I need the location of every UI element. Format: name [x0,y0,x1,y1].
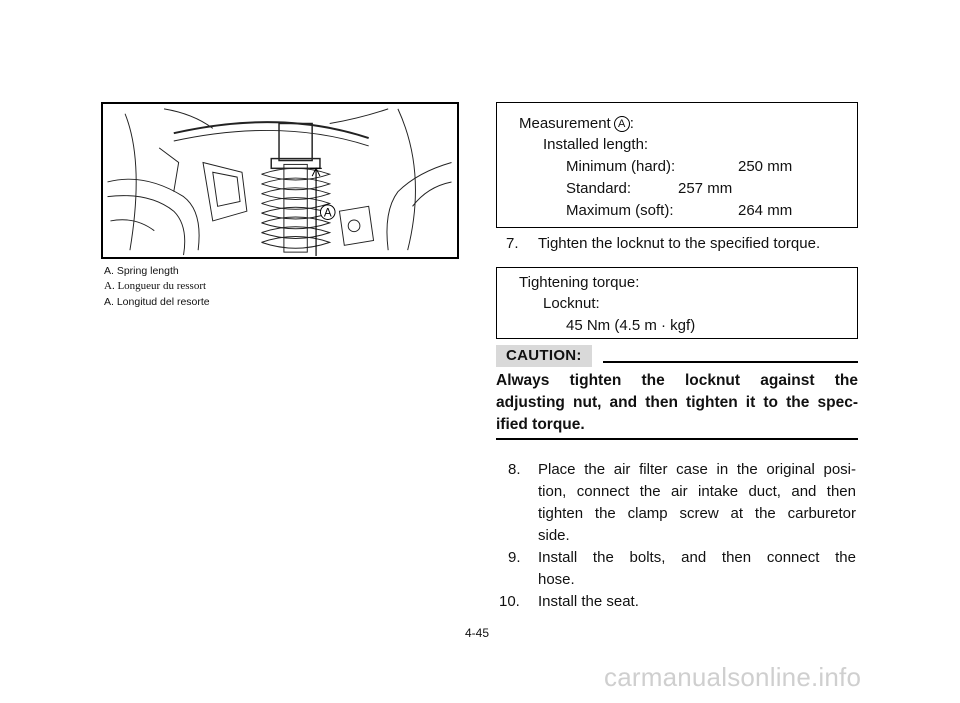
measurement-symbol: A [614,116,630,132]
page-number: 4-45 [465,626,490,640]
caution-text [496,370,858,436]
caution-top-rule [603,361,858,363]
caution-line-2: adjusting nut, and then tighten it to the spec- [496,394,858,411]
step-9-line-2: hose. [538,571,575,588]
measurement-box [496,102,858,228]
torque-value: 45 Nm (4.5 m · kgf) [566,317,696,334]
step-10-text: Install the seat. [538,593,639,610]
minimum-value: 250 mm [738,158,793,175]
step-8-line-4: side. [538,527,570,544]
step-9-line-1: Install the bolts, and then connect the [538,549,856,566]
standard-value: 257 mm [678,180,733,197]
step-10 [496,593,858,613]
caption-spanish: A. Longitud del resorte [104,296,210,308]
caution-line-1: Always tighten the locknut against the [496,372,858,389]
step-7-text: Tighten the locknut to the specified torque. [538,235,821,252]
step-7 [496,235,858,255]
step-9-number: 9. [508,549,521,566]
measurement-heading-text: Measurement [519,115,611,132]
watermark: carmanualsonline.info [604,662,862,692]
torque-heading: Tightening torque: [519,274,640,291]
step-7-number: 7. [506,235,519,252]
caption-french: A. Longueur du ressort [104,280,207,292]
step-10-number: 10. [499,593,520,610]
maximum-value: 264 mm [738,202,793,219]
caution-bottom-rule [496,438,858,440]
caution-label: CAUTION: [496,345,592,367]
callout-a-label: A [323,206,332,220]
caution-line-3: ified torque. [496,416,585,433]
minimum-label: Minimum (hard): [566,158,676,175]
caption-english: A. Spring length [104,265,179,277]
installed-length-label: Installed length: [543,136,649,153]
torque-item: Locknut: [543,295,600,312]
standard-label: Standard: [566,180,632,197]
spring-length-illustration [101,102,459,259]
step-8-line-1: Place the air filter case in the original posi- [538,461,856,478]
measurement-heading [519,115,634,132]
torque-box [496,267,858,339]
step-8-number: 8. [508,461,521,478]
measurement-heading-colon: : [629,115,634,132]
maximum-label: Maximum (soft): [566,202,674,219]
step-8-line-2: tion, connect the air intake duct, and then [538,483,856,500]
shock-absorber-drawing [103,104,457,257]
step-8-line-3: tighten the clamp screw at the carburetor [538,505,856,522]
step-8 [496,461,858,549]
step-9 [496,549,858,593]
